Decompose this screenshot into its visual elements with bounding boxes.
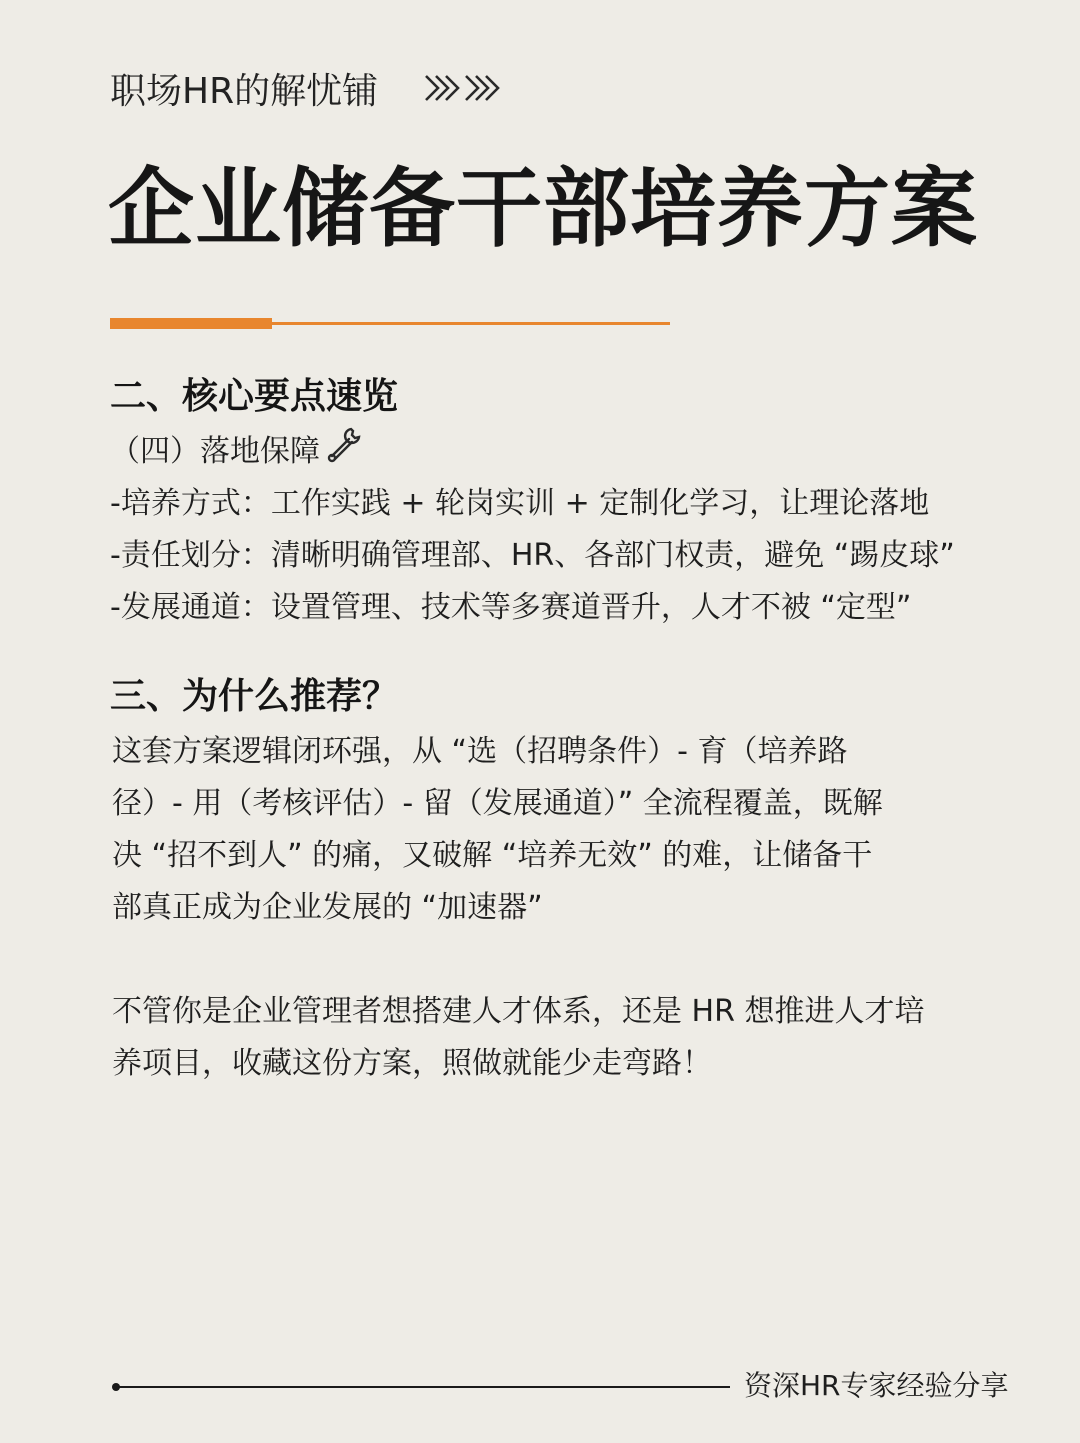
footer	[112, 1360, 1022, 1410]
closing-line: 养项目，收藏这份方案，照做就能少走弯路！	[112, 1046, 712, 1081]
paragraph-line: 部真正成为企业发展的 “加速器”	[112, 890, 543, 925]
list-item: -发展通道：设置管理、技术等多赛道晋升，人才不被 “定型”	[110, 590, 912, 625]
footer-divider	[118, 1386, 730, 1388]
page-title: 企业储备干部培养方案	[108, 159, 978, 259]
closing-line: 不管你是企业管理者想搭建人才体系，还是 HR 想推进人才培	[112, 994, 925, 1029]
wrench-icon	[324, 424, 364, 472]
subheading-implementation	[110, 424, 364, 472]
list-item: -培养方式：工作实践 + 轮岗实训 + 定制化学习，让理论落地	[110, 486, 930, 521]
brand-row	[110, 60, 502, 116]
list-item: -责任划分：清晰明确管理部、HR、各部门权责，避免 “踢皮球”	[110, 538, 955, 573]
paragraph-line: 决 “招不到人” 的痛，又破解 “培养无效” 的难，让储备干	[112, 838, 873, 873]
section-heading-why-recommend: 三、为什么推荐？	[110, 676, 399, 717]
title-underline	[110, 318, 670, 330]
footer-tagline: 资深HR专家经验分享	[744, 1369, 1009, 1402]
brand-name: 职场HR的解忧铺	[110, 70, 379, 112]
paragraph-line: 径）- 用（考核评估）- 留（发展通道）” 全流程覆盖，既解	[112, 786, 883, 821]
subheading-label: （四）落地保障	[110, 434, 320, 469]
paragraph-line: 这套方案逻辑闭环强，从 “选（招聘条件）- 育（培养路	[112, 734, 848, 769]
section-heading-core-points: 二、核心要点速览	[110, 376, 399, 417]
double-chevron-right-icon	[424, 72, 502, 104]
